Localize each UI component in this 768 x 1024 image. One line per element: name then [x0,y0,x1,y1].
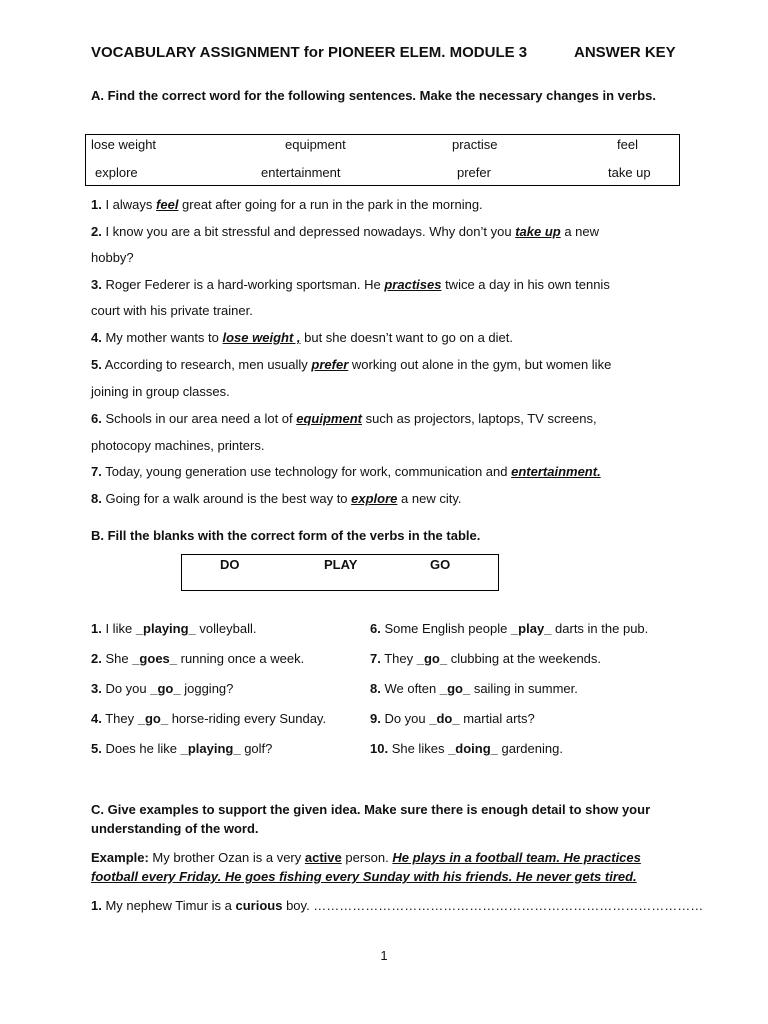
answer: entertainment. [511,464,601,479]
example-line: Example: My brother Ozan is a very active person. He plays in a football team. He practices [91,850,641,865]
question-word: curious [235,898,283,913]
word-bank-table [85,134,680,186]
gap-fill-item: 10. She likes _doing_ gardening. [370,741,563,756]
header [91,44,681,61]
section-c-instruction: C. Give examples to support the given idea. Make sure there is enough detail to show your understanding of the word. [91,802,651,836]
verb-cell: DO [220,557,240,572]
gap-fill-item: 6. Some English people _play_ darts in the pub. [370,621,649,636]
sentence: 1. I always feel great after going for a run in the park in the morning. [91,197,483,212]
section-b-instruction: B. Fill the blanks with the correct form of the verbs in the table. [91,528,481,543]
word-bank-item: prefer [457,165,491,180]
gap-fill-item: 8. We often _go_ sailing in summer. [370,681,578,696]
sentence-continuation: joining in group classes. [91,384,230,399]
answer: _goes_ [132,651,178,666]
answer: _playing_ [180,741,241,756]
verb-table [181,554,499,591]
answer: practises [384,277,442,292]
answer: _go_ [416,651,448,666]
word-bank-item: take up [608,165,651,180]
sentence: 4. My mother wants to lose weight , but she doesn’t want to go on a diet. [91,330,513,345]
sentence: 8. Going for a walk around is the best way to explore a new city. [91,491,462,506]
gap-fill-item: 2. She _goes_ running once a week. [91,651,305,666]
question-1: 1. My nephew Timur is a curious boy. ……………………………………………………………………………… [91,898,704,913]
answer: _go_ [150,681,181,696]
answer: _play_ [510,621,552,636]
answer: _go_ [439,681,471,696]
word-bank-item: entertainment [261,165,341,180]
sentence: 3. Roger Federer is a hard-working sportsman. He practises twice a day in his own tennis [91,277,610,292]
gap-fill-item: 4. They _go_ horse-riding every Sunday. [91,711,327,726]
word-bank-item: explore [95,165,138,180]
sentence: 2. I know you are a bit stressful and depressed nowadays. Why don’t you take up a new [91,224,600,239]
answer: explore [351,491,398,506]
answer: feel [156,197,179,212]
verb-cell: GO [430,557,451,572]
sentence: 7. Today, young generation use technology for work, communication and entertainment. [91,464,601,479]
example-word: active [304,850,342,865]
answer: take up [515,224,561,239]
answer: _go_ [137,711,169,726]
example-answer: football every Friday. He goes fishing every Sunday with his friends. He never gets tired. [91,869,637,884]
gap-fill-item: 9. Do you _do_ martial arts? [370,711,535,726]
word-bank-item: equipment [285,137,346,152]
gap-fill-item: 1. I like _playing_ volleyball. [91,621,257,636]
verb-cell: PLAY [324,557,358,572]
sentence-continuation: hobby? [91,250,134,265]
page-title: VOCABULARY ASSIGNMENT for PIONEER ELEM. MODULE 3 [91,44,528,61]
answer: equipment [296,411,362,426]
gap-fill-item: 3. Do you _go_ jogging? [91,681,234,696]
sentence: 6. Schools in our area need a lot of equipment such as projectors, laptops, TV screens, [91,411,597,426]
word-bank-item: lose weight [91,137,157,152]
page-number: 1 [380,948,388,963]
answer: _do_ [429,711,460,726]
sentence: 5. According to research, men usually prefer working out alone in the gym, but women like [91,357,612,372]
example-answer: He plays in a football team. He practices [392,850,641,865]
example-line-continuation [91,868,637,886]
gap-fill-item: 5. Does he like _playing_ golf? [91,741,273,756]
answer: _playing_ [135,621,196,636]
word-bank-item: feel [617,137,638,152]
answer-key-label: ANSWER KEY [574,44,676,61]
sentence-continuation: photocopy machines, printers. [91,438,265,453]
answer: _doing_ [448,741,498,756]
gap-fill-item: 7. They _go_ clubbing at the weekends. [370,651,602,666]
answer: prefer [311,357,349,372]
section-a-instruction: A. Find the correct word for the following sentences. Make the necessary changes in verbs. [91,88,656,103]
answer: lose weight , [222,330,301,345]
word-bank-item: practise [452,137,498,152]
sentence-continuation: court with his private trainer. [91,303,253,318]
